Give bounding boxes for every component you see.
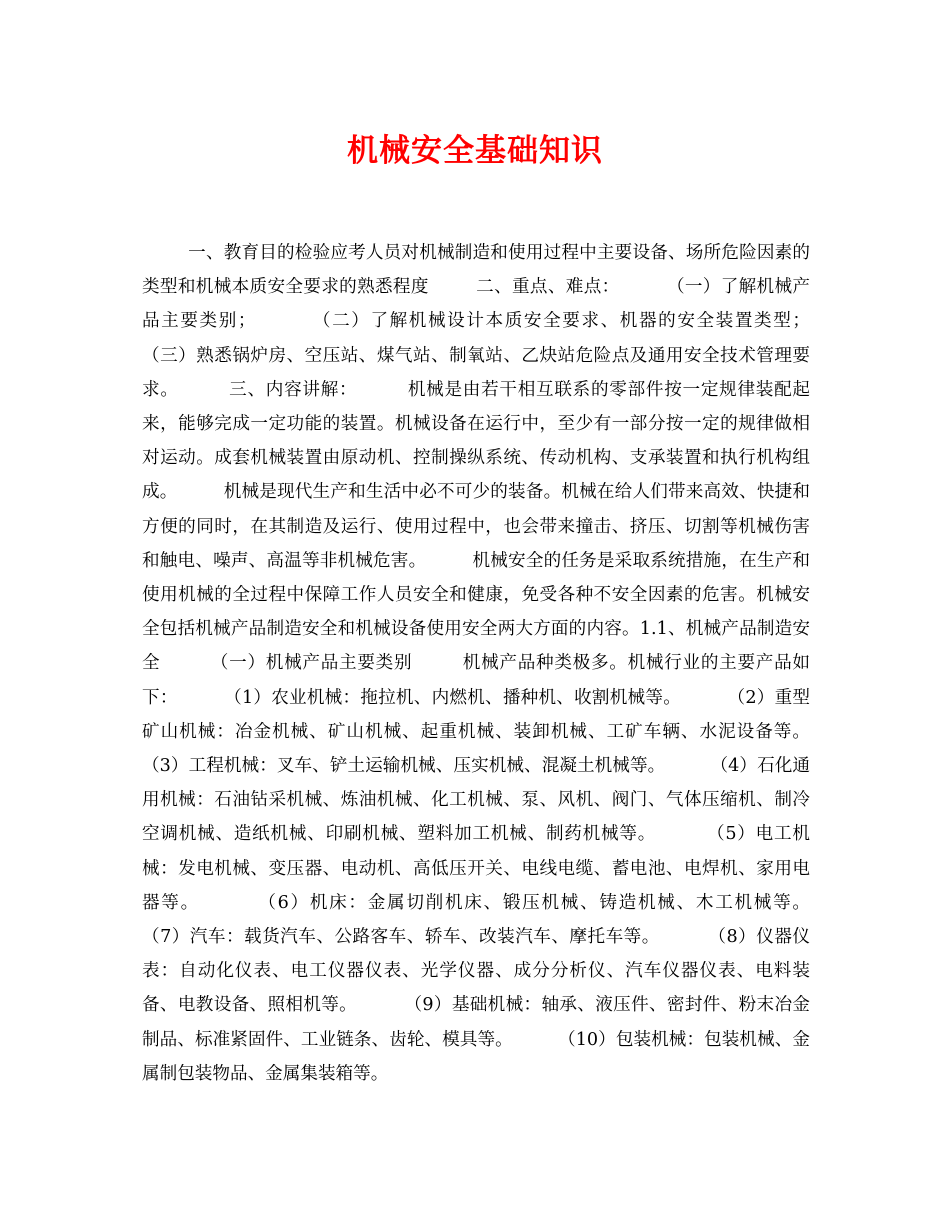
document-title: 机械安全基础知识 — [347, 133, 603, 169]
document-body: 一、教育目的检验应考人员对机械制造和使用过程中主要设备、场所危险因素的类型和机械本质安全要求的熟悉程度 二、重点、难点： （一）了解机械产品主要类别； （二）了解机械设计本质安全要求、机器的安全装置类型； （三）熟悉锅炉房、空压站、煤气站、制氧站、乙炔站危险点及通用安全技术管理要求。 三、内容讲解： 机械是由若干相互联系的零部件按一定规律装配起来，能够完成一定功能的装置。机械设备在运行中，至少有一部分按一定的规律做相对运动。成套机械装置由原动机、控制操纵系统、传动机构、支承装置和执行机构组成。 机械是现代生产和生活中必不可少的装备。机械在给人们带来高效、快捷和方便的同时，在其制造及运行、使用过程中，也会带来撞击、挤压、切割等机械伤害和触电、噪声、高温等非机械危害。 机械安全的任务是采取系统措施，在生产和使用机械的全过程中保障工作人员安全和健康，免受各种不安全因素的危害。机械安全包括机械产品制造安全和机械设备使用安全两大方面的内容。1.1、机械产品制造安全 （一）机械产品主要类别 机械产品种类极多。机械行业的主要产品如下： （1）农业机械：拖拉机、内燃机、播种机、收割机械等。 （2）重型矿山机械：冶金机械、矿山机械、起重机械、装卸机械、工矿车辆、水泥设备等。 （3）工程机械：叉车、铲土运输机械、压实机械、混凝土机械等。 （4）石化通用机械：石油钻采机械、炼油机械、化工机械、泵、风机、阀门、气体压缩机、制冷空调机械、造纸机械、印刷机械、塑料加工机械、制药机械等。 （5）电工机械：发电机械、变压器、电动机、高低压开关、电线电缆、蓄电池、电焊机、家用电器等。 （6）机床：金属切削机床、锻压机械、铸造机械、木工机械等。 （7）汽车：载货汽车、公路客车、轿车、改装汽车、摩托车等。 （8）仪器仪表：自动化仪表、电工仪器仪表、光学仪器、成分分析仪、汽车仪器仪表、电料装备、电教设备、照相机等。 （9）基础机械：轴承、液压件、密封件、粉末冶金制品、标准紧固件、工业链条、齿轮、模具等。 （10）包装机械：包装机械、金属制包装物品、金属集装箱等。 — [142, 243, 855, 1084]
